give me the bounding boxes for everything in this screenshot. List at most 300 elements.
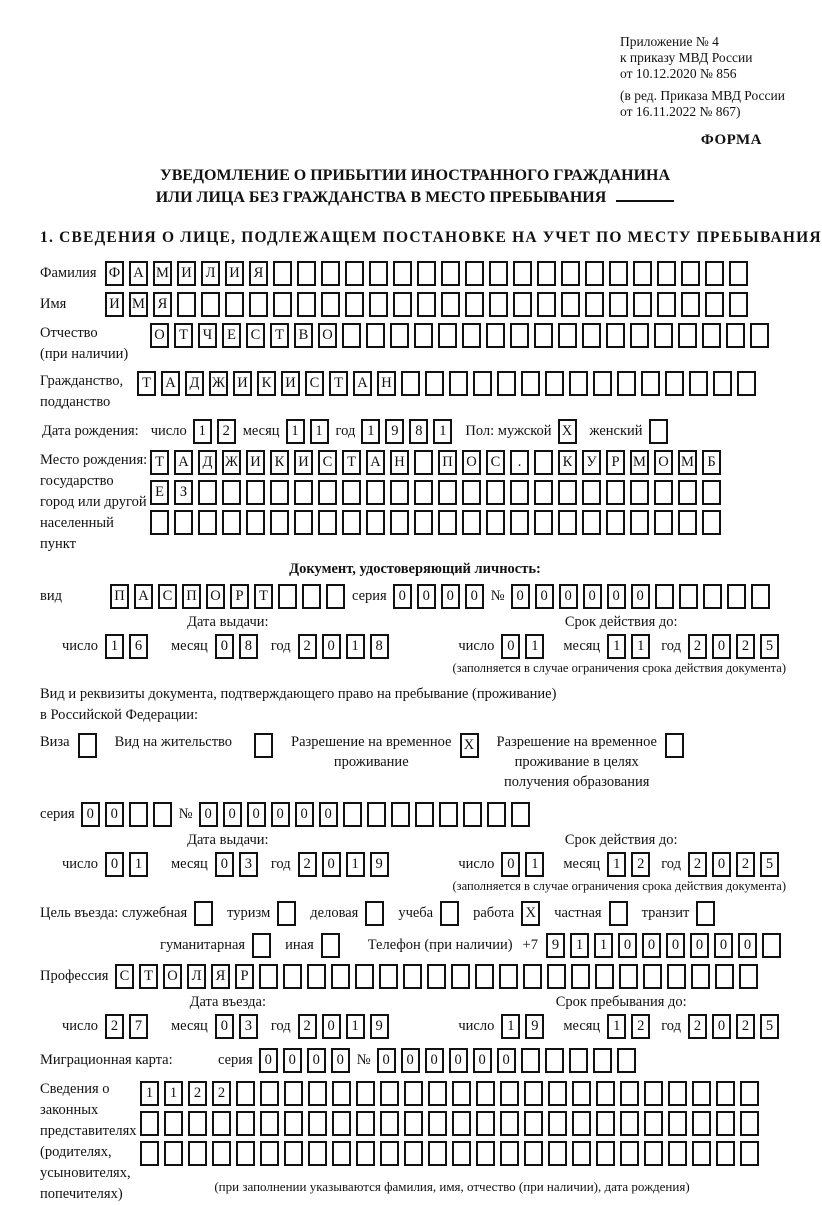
char-cell[interactable]	[284, 1081, 303, 1106]
char-cell[interactable]: 0	[559, 584, 578, 609]
char-cell[interactable]: 0	[247, 802, 266, 827]
char-cell[interactable]: И	[177, 261, 196, 286]
char-cell[interactable]	[692, 1111, 711, 1136]
char-cell[interactable]: Р	[606, 450, 625, 475]
char-cell[interactable]	[308, 1111, 327, 1136]
char-cell[interactable]: О	[163, 964, 182, 989]
char-cell[interactable]	[762, 933, 781, 958]
char-cell[interactable]	[513, 261, 532, 286]
char-cell[interactable]	[689, 371, 708, 396]
char-cell[interactable]: 0	[712, 1014, 731, 1039]
char-cell[interactable]	[558, 480, 577, 505]
char-cell[interactable]: И	[233, 371, 252, 396]
char-cell[interactable]	[534, 323, 553, 348]
char-cell[interactable]	[475, 964, 494, 989]
char-cell[interactable]	[705, 261, 724, 286]
char-cell[interactable]: А	[353, 371, 372, 396]
char-cell[interactable]	[369, 292, 388, 317]
char-cell[interactable]	[428, 1081, 447, 1106]
char-cell[interactable]	[452, 1141, 471, 1166]
char-cell[interactable]	[417, 261, 436, 286]
char-cell[interactable]	[321, 261, 340, 286]
char-cell[interactable]: М	[678, 450, 697, 475]
char-cell[interactable]	[246, 480, 265, 505]
char-cell[interactable]	[294, 480, 313, 505]
char-cell[interactable]	[548, 1081, 567, 1106]
char-cell[interactable]: 0	[199, 802, 218, 827]
char-cell[interactable]	[678, 323, 697, 348]
char-cell[interactable]: 2	[688, 1014, 707, 1039]
char-cell[interactable]	[740, 1111, 759, 1136]
char-cell[interactable]	[404, 1141, 423, 1166]
char-cell[interactable]: С	[158, 584, 177, 609]
char-cell[interactable]	[643, 964, 662, 989]
char-cell[interactable]: О	[462, 450, 481, 475]
char-cell[interactable]: 1	[501, 1014, 520, 1039]
char-cell[interactable]: М	[129, 292, 148, 317]
char-cell[interactable]	[414, 450, 433, 475]
char-cell[interactable]	[462, 510, 481, 535]
char-cell[interactable]: 0	[441, 584, 460, 609]
char-cell[interactable]: 0	[714, 933, 733, 958]
char-cell[interactable]	[649, 419, 668, 444]
char-cell[interactable]	[140, 1111, 159, 1136]
char-cell[interactable]: К	[257, 371, 276, 396]
char-cell[interactable]: М	[153, 261, 172, 286]
char-cell[interactable]: 9	[370, 852, 389, 877]
char-cell[interactable]	[727, 584, 746, 609]
char-cell[interactable]	[246, 510, 265, 535]
char-cell[interactable]	[667, 964, 686, 989]
char-cell[interactable]	[668, 1141, 687, 1166]
char-cell[interactable]	[150, 510, 169, 535]
char-cell[interactable]	[331, 964, 350, 989]
char-cell[interactable]: А	[366, 450, 385, 475]
char-cell[interactable]: 0	[712, 852, 731, 877]
char-cell[interactable]: 0	[331, 1048, 350, 1073]
char-cell[interactable]	[356, 1141, 375, 1166]
char-cell[interactable]	[428, 1111, 447, 1136]
char-cell[interactable]	[342, 323, 361, 348]
char-cell[interactable]	[390, 510, 409, 535]
char-cell[interactable]: Б	[702, 450, 721, 475]
char-cell[interactable]	[521, 371, 540, 396]
char-cell[interactable]	[630, 480, 649, 505]
char-cell[interactable]: И	[105, 292, 124, 317]
char-cell[interactable]	[177, 292, 196, 317]
char-cell[interactable]: 8	[409, 419, 428, 444]
char-cell[interactable]	[696, 901, 715, 926]
char-cell[interactable]	[561, 261, 580, 286]
char-cell[interactable]: 8	[239, 634, 258, 659]
char-cell[interactable]	[78, 733, 97, 758]
char-cell[interactable]	[164, 1111, 183, 1136]
char-cell[interactable]	[452, 1081, 471, 1106]
char-cell[interactable]	[438, 510, 457, 535]
char-cell[interactable]: Я	[211, 964, 230, 989]
char-cell[interactable]	[273, 292, 292, 317]
char-cell[interactable]: С	[486, 450, 505, 475]
char-cell[interactable]: 1	[607, 634, 626, 659]
char-cell[interactable]: 0	[631, 584, 650, 609]
char-cell[interactable]: 0	[307, 1048, 326, 1073]
char-cell[interactable]	[236, 1081, 255, 1106]
char-cell[interactable]: Р	[230, 584, 249, 609]
char-cell[interactable]: 0	[465, 584, 484, 609]
char-cell[interactable]: П	[110, 584, 129, 609]
char-cell[interactable]: 0	[215, 1014, 234, 1039]
char-cell[interactable]	[428, 1141, 447, 1166]
char-cell[interactable]	[716, 1141, 735, 1166]
char-cell[interactable]	[236, 1111, 255, 1136]
char-cell[interactable]	[620, 1141, 639, 1166]
char-cell[interactable]: 0	[417, 584, 436, 609]
char-cell[interactable]	[487, 802, 506, 827]
char-cell[interactable]: Д	[198, 450, 217, 475]
char-cell[interactable]	[668, 1081, 687, 1106]
char-cell[interactable]: Е	[150, 480, 169, 505]
char-cell[interactable]	[284, 1141, 303, 1166]
char-cell[interactable]: .	[510, 450, 529, 475]
char-cell[interactable]	[332, 1111, 351, 1136]
char-cell[interactable]: 0	[449, 1048, 468, 1073]
char-cell[interactable]	[739, 964, 758, 989]
char-cell[interactable]	[249, 292, 268, 317]
char-cell[interactable]: С	[246, 323, 265, 348]
char-cell[interactable]	[497, 371, 516, 396]
char-cell[interactable]	[593, 371, 612, 396]
char-cell[interactable]: 2	[688, 852, 707, 877]
char-cell[interactable]: 2	[631, 1014, 650, 1039]
char-cell[interactable]: И	[246, 450, 265, 475]
char-cell[interactable]	[425, 371, 444, 396]
char-cell[interactable]	[451, 964, 470, 989]
char-cell[interactable]: П	[438, 450, 457, 475]
char-cell[interactable]	[702, 480, 721, 505]
char-cell[interactable]	[332, 1081, 351, 1106]
char-cell[interactable]	[222, 510, 241, 535]
char-cell[interactable]	[679, 584, 698, 609]
char-cell[interactable]	[606, 323, 625, 348]
char-cell[interactable]	[342, 510, 361, 535]
char-cell[interactable]: Н	[390, 450, 409, 475]
char-cell[interactable]	[702, 510, 721, 535]
char-cell[interactable]: А	[129, 261, 148, 286]
char-cell[interactable]: 0	[501, 634, 520, 659]
char-cell[interactable]	[582, 510, 601, 535]
char-cell[interactable]	[414, 323, 433, 348]
char-cell[interactable]	[593, 1048, 612, 1073]
char-cell[interactable]	[462, 480, 481, 505]
char-cell[interactable]: 0	[425, 1048, 444, 1073]
char-cell[interactable]	[678, 480, 697, 505]
char-cell[interactable]	[297, 261, 316, 286]
char-cell[interactable]: 1	[193, 419, 212, 444]
char-cell[interactable]	[486, 510, 505, 535]
char-cell[interactable]	[441, 261, 460, 286]
char-cell[interactable]	[523, 964, 542, 989]
char-cell[interactable]	[164, 1141, 183, 1166]
char-cell[interactable]: Ж	[209, 371, 228, 396]
char-cell[interactable]	[201, 292, 220, 317]
char-cell[interactable]: X	[460, 733, 479, 758]
char-cell[interactable]	[596, 1141, 615, 1166]
char-cell[interactable]: 1	[286, 419, 305, 444]
char-cell[interactable]	[657, 292, 676, 317]
char-cell[interactable]	[393, 261, 412, 286]
char-cell[interactable]	[537, 261, 556, 286]
char-cell[interactable]	[691, 964, 710, 989]
char-cell[interactable]	[318, 480, 337, 505]
char-cell[interactable]	[273, 261, 292, 286]
char-cell[interactable]: 5	[760, 634, 779, 659]
char-cell[interactable]: 2	[736, 1014, 755, 1039]
char-cell[interactable]: 2	[631, 852, 650, 877]
char-cell[interactable]	[283, 964, 302, 989]
char-cell[interactable]	[198, 510, 217, 535]
char-cell[interactable]	[558, 323, 577, 348]
char-cell[interactable]	[641, 371, 660, 396]
char-cell[interactable]: М	[630, 450, 649, 475]
char-cell[interactable]: Л	[187, 964, 206, 989]
char-cell[interactable]	[545, 371, 564, 396]
char-cell[interactable]	[318, 510, 337, 535]
char-cell[interactable]	[500, 1111, 519, 1136]
char-cell[interactable]	[401, 371, 420, 396]
char-cell[interactable]: 1	[164, 1081, 183, 1106]
char-cell[interactable]	[751, 584, 770, 609]
char-cell[interactable]	[270, 480, 289, 505]
char-cell[interactable]	[174, 510, 193, 535]
char-cell[interactable]	[521, 1048, 540, 1073]
char-cell[interactable]: 6	[129, 634, 148, 659]
char-cell[interactable]	[415, 802, 434, 827]
char-cell[interactable]	[404, 1111, 423, 1136]
char-cell[interactable]	[513, 292, 532, 317]
char-cell[interactable]	[366, 480, 385, 505]
char-cell[interactable]	[715, 964, 734, 989]
char-cell[interactable]	[569, 1048, 588, 1073]
char-cell[interactable]	[561, 292, 580, 317]
char-cell[interactable]	[369, 261, 388, 286]
char-cell[interactable]	[332, 1141, 351, 1166]
char-cell[interactable]: А	[134, 584, 153, 609]
char-cell[interactable]: 1	[361, 419, 380, 444]
char-cell[interactable]: И	[294, 450, 313, 475]
char-cell[interactable]	[476, 1141, 495, 1166]
char-cell[interactable]	[644, 1081, 663, 1106]
char-cell[interactable]: 0	[322, 852, 341, 877]
char-cell[interactable]	[278, 584, 297, 609]
char-cell[interactable]	[321, 292, 340, 317]
char-cell[interactable]: 9	[385, 419, 404, 444]
char-cell[interactable]: 0	[215, 634, 234, 659]
char-cell[interactable]	[681, 261, 700, 286]
char-cell[interactable]	[342, 480, 361, 505]
char-cell[interactable]: 0	[738, 933, 757, 958]
char-cell[interactable]	[222, 480, 241, 505]
char-cell[interactable]: 0	[283, 1048, 302, 1073]
char-cell[interactable]: 0	[259, 1048, 278, 1073]
char-cell[interactable]	[716, 1111, 735, 1136]
char-cell[interactable]	[678, 510, 697, 535]
char-cell[interactable]	[380, 1141, 399, 1166]
char-cell[interactable]	[668, 1111, 687, 1136]
char-cell[interactable]: К	[558, 450, 577, 475]
char-cell[interactable]	[380, 1111, 399, 1136]
char-cell[interactable]	[620, 1111, 639, 1136]
char-cell[interactable]: Л	[201, 261, 220, 286]
char-cell[interactable]: И	[225, 261, 244, 286]
char-cell[interactable]	[414, 510, 433, 535]
char-cell[interactable]	[343, 802, 362, 827]
char-cell[interactable]: 0	[501, 852, 520, 877]
char-cell[interactable]: X	[521, 901, 540, 926]
char-cell[interactable]	[355, 964, 374, 989]
char-cell[interactable]: 3	[239, 1014, 258, 1039]
char-cell[interactable]	[705, 292, 724, 317]
char-cell[interactable]: 2	[298, 852, 317, 877]
char-cell[interactable]	[254, 733, 273, 758]
char-cell[interactable]: Ч	[198, 323, 217, 348]
char-cell[interactable]	[404, 1081, 423, 1106]
char-cell[interactable]: X	[558, 419, 577, 444]
char-cell[interactable]: О	[318, 323, 337, 348]
char-cell[interactable]	[308, 1141, 327, 1166]
char-cell[interactable]: 0	[583, 584, 602, 609]
char-cell[interactable]: У	[582, 450, 601, 475]
char-cell[interactable]	[403, 964, 422, 989]
char-cell[interactable]: В	[294, 323, 313, 348]
char-cell[interactable]: Е	[222, 323, 241, 348]
char-cell[interactable]	[259, 964, 278, 989]
char-cell[interactable]	[500, 1081, 519, 1106]
char-cell[interactable]	[260, 1141, 279, 1166]
char-cell[interactable]: Т	[139, 964, 158, 989]
char-cell[interactable]	[473, 371, 492, 396]
char-cell[interactable]	[438, 480, 457, 505]
char-cell[interactable]	[500, 1141, 519, 1166]
char-cell[interactable]	[345, 292, 364, 317]
char-cell[interactable]	[740, 1081, 759, 1106]
char-cell[interactable]	[703, 584, 722, 609]
char-cell[interactable]: 9	[546, 933, 565, 958]
char-cell[interactable]	[644, 1141, 663, 1166]
char-cell[interactable]	[633, 292, 652, 317]
char-cell[interactable]	[511, 802, 530, 827]
char-cell[interactable]	[596, 1111, 615, 1136]
char-cell[interactable]: 9	[370, 1014, 389, 1039]
char-cell[interactable]	[380, 1081, 399, 1106]
char-cell[interactable]: 0	[497, 1048, 516, 1073]
char-cell[interactable]	[188, 1111, 207, 1136]
char-cell[interactable]: Д	[185, 371, 204, 396]
char-cell[interactable]	[572, 1111, 591, 1136]
char-cell[interactable]	[524, 1111, 543, 1136]
char-cell[interactable]	[606, 510, 625, 535]
char-cell[interactable]	[308, 1081, 327, 1106]
char-cell[interactable]	[302, 584, 321, 609]
char-cell[interactable]	[188, 1141, 207, 1166]
char-cell[interactable]: Т	[174, 323, 193, 348]
char-cell[interactable]	[524, 1081, 543, 1106]
char-cell[interactable]	[582, 480, 601, 505]
char-cell[interactable]	[681, 292, 700, 317]
char-cell[interactable]	[729, 292, 748, 317]
char-cell[interactable]	[356, 1111, 375, 1136]
char-cell[interactable]: З	[174, 480, 193, 505]
char-cell[interactable]	[486, 323, 505, 348]
char-cell[interactable]: 0	[322, 1014, 341, 1039]
char-cell[interactable]	[326, 584, 345, 609]
char-cell[interactable]	[692, 1141, 711, 1166]
char-cell[interactable]	[726, 323, 745, 348]
char-cell[interactable]: 0	[607, 584, 626, 609]
char-cell[interactable]	[489, 261, 508, 286]
char-cell[interactable]	[499, 964, 518, 989]
char-cell[interactable]: 2	[298, 634, 317, 659]
char-cell[interactable]: О	[206, 584, 225, 609]
char-cell[interactable]	[260, 1111, 279, 1136]
char-cell[interactable]	[277, 901, 296, 926]
char-cell[interactable]: 1	[607, 852, 626, 877]
char-cell[interactable]: 0	[401, 1048, 420, 1073]
char-cell[interactable]	[463, 802, 482, 827]
char-cell[interactable]: Т	[342, 450, 361, 475]
char-cell[interactable]: 3	[239, 852, 258, 877]
char-cell[interactable]	[225, 292, 244, 317]
char-cell[interactable]	[609, 292, 628, 317]
char-cell[interactable]	[620, 1081, 639, 1106]
char-cell[interactable]	[572, 1141, 591, 1166]
char-cell[interactable]	[476, 1081, 495, 1106]
char-cell[interactable]: 2	[736, 634, 755, 659]
char-cell[interactable]: 1	[594, 933, 613, 958]
char-cell[interactable]: Ж	[222, 450, 241, 475]
char-cell[interactable]	[657, 261, 676, 286]
char-cell[interactable]	[606, 480, 625, 505]
char-cell[interactable]	[510, 323, 529, 348]
char-cell[interactable]	[366, 510, 385, 535]
char-cell[interactable]	[534, 510, 553, 535]
char-cell[interactable]	[194, 901, 213, 926]
char-cell[interactable]	[617, 1048, 636, 1073]
char-cell[interactable]: 1	[631, 634, 650, 659]
char-cell[interactable]: 0	[690, 933, 709, 958]
char-cell[interactable]	[582, 323, 601, 348]
char-cell[interactable]	[393, 292, 412, 317]
char-cell[interactable]: Р	[235, 964, 254, 989]
char-cell[interactable]: П	[182, 584, 201, 609]
char-cell[interactable]: А	[174, 450, 193, 475]
char-cell[interactable]	[284, 1111, 303, 1136]
char-cell[interactable]	[270, 510, 289, 535]
char-cell[interactable]: 2	[688, 634, 707, 659]
char-cell[interactable]	[510, 510, 529, 535]
char-cell[interactable]	[307, 964, 326, 989]
char-cell[interactable]	[619, 964, 638, 989]
char-cell[interactable]	[153, 802, 172, 827]
char-cell[interactable]	[366, 323, 385, 348]
char-cell[interactable]	[716, 1081, 735, 1106]
char-cell[interactable]: И	[281, 371, 300, 396]
char-cell[interactable]	[569, 371, 588, 396]
char-cell[interactable]: 8	[370, 634, 389, 659]
char-cell[interactable]	[537, 292, 556, 317]
char-cell[interactable]: 1	[346, 1014, 365, 1039]
char-cell[interactable]	[439, 802, 458, 827]
char-cell[interactable]	[630, 510, 649, 535]
